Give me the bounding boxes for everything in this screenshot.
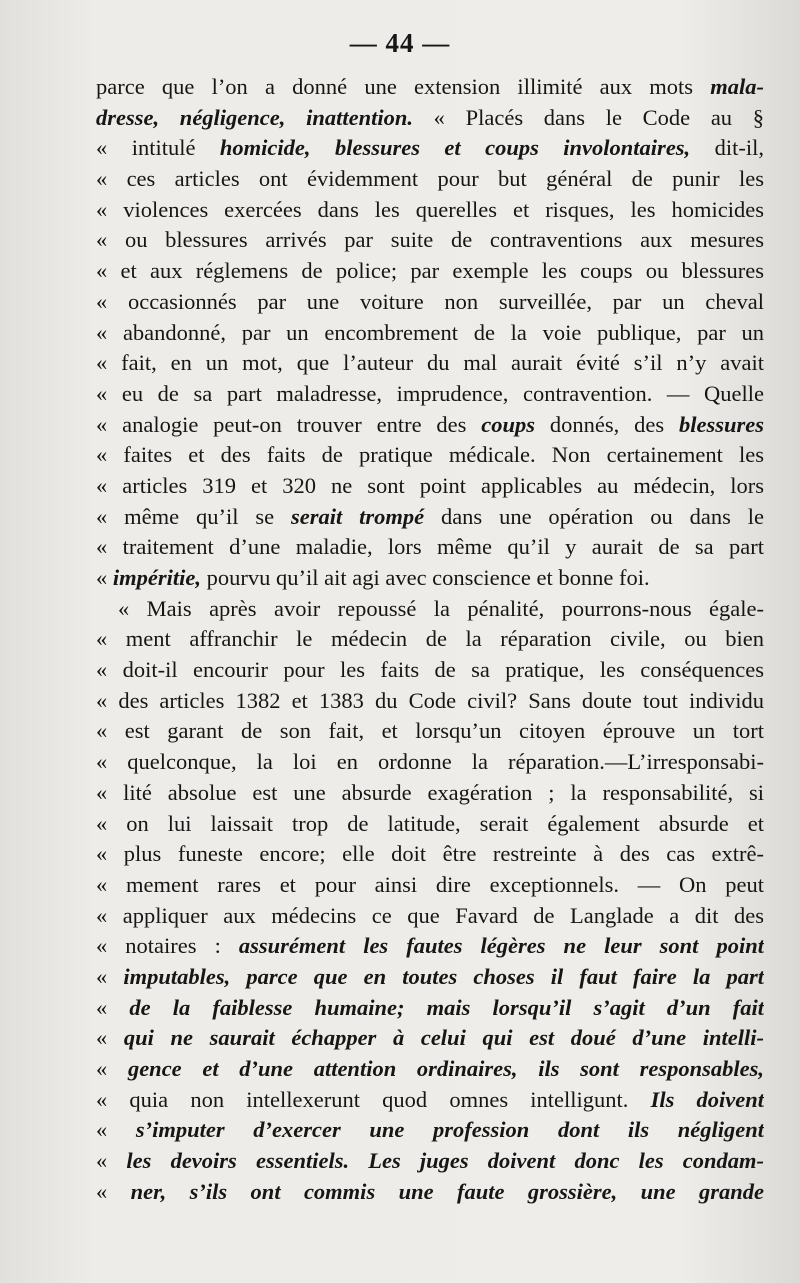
italic-text-run: mala- xyxy=(710,74,764,99)
text-line xyxy=(96,410,764,441)
italic-text-run: Ils doivent xyxy=(650,1086,764,1112)
text-run: « analogie peut-on trouver entre des xyxy=(96,411,482,437)
text-run: « eu de sa part maladresse, imprudence, contravention. — Quelle xyxy=(96,380,764,406)
text-run: « traitement d’une maladie, lors même qu’il y aurait de sa part xyxy=(96,534,764,560)
text-line xyxy=(96,624,764,655)
italic-text-run: assurément les fautes légères ne leur sont point xyxy=(238,933,764,959)
text-run: « doit-il encourir pour les faits de sa pratique, les conséquences xyxy=(96,657,764,683)
text-run: « xyxy=(96,1178,131,1204)
text-run: « xyxy=(96,994,130,1020)
text-run: « xyxy=(96,1056,128,1081)
text-line xyxy=(96,225,764,256)
text-run: « articles 319 et 320 ne sont point applicables au médecin, lors xyxy=(96,472,764,498)
text-line xyxy=(96,809,764,840)
text-line xyxy=(96,348,764,379)
text-run: dans une opération ou dans le xyxy=(424,503,764,529)
text-run: « plus funeste encore; elle doit être restreinte à des cas extrê- xyxy=(96,841,764,867)
text-line xyxy=(96,716,764,747)
text-run: « Placés dans le Code au § xyxy=(413,104,764,130)
text-run: « faites et des faits de pratique médicale. Non certainement les xyxy=(96,442,764,468)
text-line xyxy=(96,747,764,778)
text-run: « xyxy=(96,1148,127,1174)
text-run: « et aux réglemens de police; par exemple les coups ou blessures xyxy=(96,258,764,284)
text-run: « intitulé xyxy=(96,135,220,161)
italic-text-run: coups xyxy=(481,411,536,437)
text-run: « lité absolue est une absurde exagération ; la responsabilité, si xyxy=(96,779,764,805)
text-line xyxy=(96,1146,764,1177)
text-line xyxy=(96,901,764,932)
text-run: « notaires : xyxy=(96,933,239,959)
text-run: « fait, en un mot, que l’auteur du mal aurait évité s’il n’y avait xyxy=(96,350,764,376)
text-line xyxy=(96,1054,764,1085)
text-line xyxy=(96,686,764,717)
text-line xyxy=(96,471,764,502)
text-run: pourvu qu’il ait agi avec conscience et bonne foi. xyxy=(201,565,650,590)
text-run: donnés, des xyxy=(535,411,679,437)
italic-text-run: les devoirs essentiels. Les juges doivent donc les condam- xyxy=(126,1148,764,1174)
text-run: « occasionnés par une voiture non surveillée, par un cheval xyxy=(96,288,764,314)
italic-text-run: de la faiblesse humaine; mais lorsqu’il s’agit d’un fait xyxy=(129,994,764,1020)
text-line xyxy=(96,931,764,962)
italic-text-run: serait trompé xyxy=(290,503,425,529)
text-line xyxy=(96,532,764,563)
italic-text-run: blessures xyxy=(678,411,764,437)
page-number: — 44 — xyxy=(349,28,451,58)
text-run: « est garant de son fait, et lorsqu’un citoyen éprouve un tort xyxy=(96,718,764,744)
text-run: parce que l’on a donné une extension illimité aux mots xyxy=(96,74,711,99)
text-run: « xyxy=(96,1117,136,1143)
text-line xyxy=(96,778,764,809)
text-run: dit-il, xyxy=(690,135,764,161)
italic-text-run: qui ne saurait échapper à celui qui est doué d’une intelli- xyxy=(123,1025,764,1051)
italic-text-run: homicide, blessures et coups involontaires, xyxy=(219,135,691,161)
text-line xyxy=(96,287,764,318)
text-run: « des articles 1382 et 1383 du Code civil? Sans doute tout individu xyxy=(96,687,764,713)
italic-text-run: imputables, parce que en toutes choses il faut faire la part xyxy=(123,963,764,989)
italic-text-run: dresse, négligence, inattention. xyxy=(96,104,413,130)
text-line xyxy=(96,133,764,164)
text-run: « ou blessures arrivés par suite de contraventions aux mesures xyxy=(96,227,764,253)
text-line xyxy=(96,962,764,993)
text-run: « ment affranchir le médecin de la réparation civile, ou bien xyxy=(96,626,764,652)
text-line xyxy=(96,318,764,349)
text-line xyxy=(96,870,764,901)
text-line xyxy=(96,655,764,686)
text-line xyxy=(96,839,764,870)
body-text xyxy=(96,72,764,1207)
text-line xyxy=(96,502,764,533)
text-line xyxy=(96,594,764,625)
text-run: « appliquer aux médecins ce que Favard de Langlade a dit des xyxy=(96,902,764,928)
text-run: « on lui laissait trop de latitude, serait également absurde et xyxy=(96,810,764,836)
italic-text-run: gence et d’une attention ordinaires, ils sont responsables, xyxy=(127,1056,764,1081)
text-run: « quelconque, la loi en ordonne la réparation.—L’irresponsabi- xyxy=(96,749,764,775)
italic-text-run: impéritie, xyxy=(112,565,201,590)
text-line xyxy=(96,256,764,287)
text-line xyxy=(96,440,764,471)
text-line xyxy=(96,1177,764,1208)
text-line xyxy=(96,103,764,134)
text-run: « xyxy=(96,1025,124,1051)
text-line xyxy=(96,1085,764,1116)
text-line xyxy=(96,195,764,226)
text-run: « xyxy=(96,963,124,989)
text-line xyxy=(96,379,764,410)
text-run: « xyxy=(96,565,113,590)
text-line xyxy=(96,72,764,103)
text-line xyxy=(96,1115,764,1146)
text-line xyxy=(96,1023,764,1054)
text-run: « ces articles ont évidemment pour but général de punir les xyxy=(96,166,764,192)
text-run: « Mais après avoir repoussé la pénalité, pourrons-nous égale- xyxy=(118,595,764,621)
text-line xyxy=(96,993,764,1024)
text-run: « quia non intellexerunt quod omnes intelligunt. xyxy=(96,1086,651,1112)
text-run: « mement rares et pour ainsi dire exceptionnels. — On peut xyxy=(96,871,764,897)
italic-text-run: s’imputer d’exercer une profession dont ils négligent xyxy=(135,1117,764,1143)
italic-text-run: ner, s’ils ont commis une faute grossière, une grande xyxy=(130,1178,764,1204)
text-run: « abandonné, par un encombrement de la voie publique, par un xyxy=(96,319,764,345)
text-line xyxy=(96,164,764,195)
text-run: « violences exercées dans les querelles et risques, les homicides xyxy=(96,196,764,222)
text-run: « même qu’il se xyxy=(96,503,291,529)
text-line xyxy=(96,563,764,594)
